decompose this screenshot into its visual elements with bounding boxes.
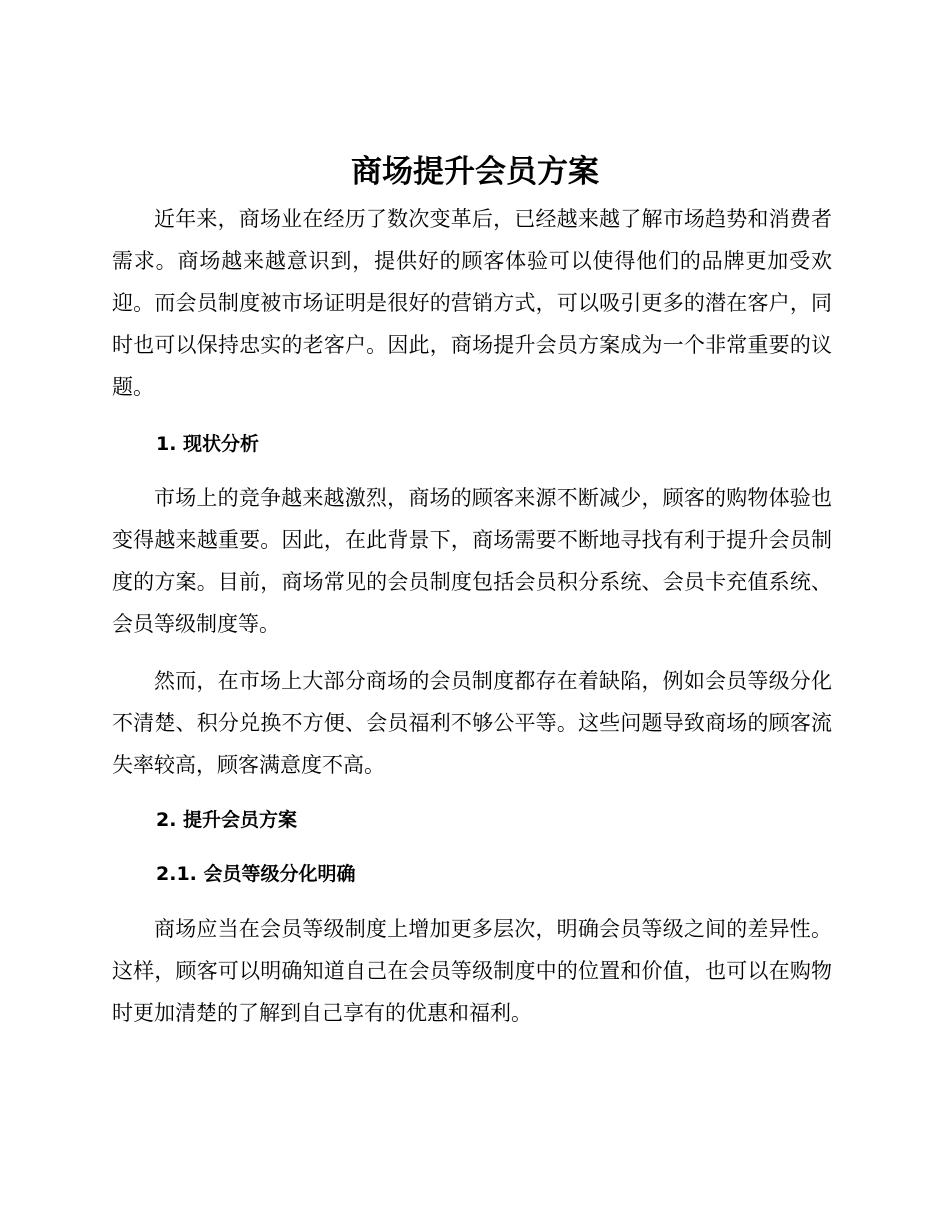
level-differentiation-paragraph: 商场应当在会员等级制度上增加更多层次，明确会员等级之间的差异性。这样，顾客可以明确知道自己在会员等级制度中的位置和价值，也可以在购物时更加清楚的了解到自己享有的优惠和福利。 bbox=[112, 917, 832, 1025]
status-analysis-paragraph-1: 市场上的竞争越来越激烈，商场的顾客来源不断减少，顾客的购物体验也变得越来越重要。因此，在此背景下，商场需要不断地寻找有利于提升会员制度的方案。目前，商场常见的会员制度包括会员积分系统、会员卡充值系统、会员等级制度等。 bbox=[112, 486, 832, 636]
section-heading-status-analysis: 1. 现状分析 bbox=[156, 433, 260, 455]
status-analysis-paragraph-2: 然而，在市场上大部分商场的会员制度都存在着缺陷，例如会员等级分化不清楚、积分兑换不方便、会员福利不够公平等。这些问题导致商场的顾客流失率较高，顾客满意度不高。 bbox=[112, 669, 832, 777]
document-title: 商场提升会员方案 bbox=[351, 154, 599, 190]
section-heading-improvement-plan: 2. 提升会员方案 bbox=[156, 809, 298, 831]
intro-paragraph: 近年来，商场业在经历了数次变革后，已经越来越了解市场趋势和消费者需求。商场越来越意识到，提供好的顾客体验可以使得他们的品牌更加受欢迎。而会员制度被市场证明是很好的营销方式，可以吸引更多的潜在客户，同时也可以保持忠实的老客户。因此，商场提升会员方案成为一个非常重要的议题。 bbox=[112, 207, 832, 399]
subsection-heading-level-differentiation: 2.1. 会员等级分化明确 bbox=[156, 863, 356, 885]
